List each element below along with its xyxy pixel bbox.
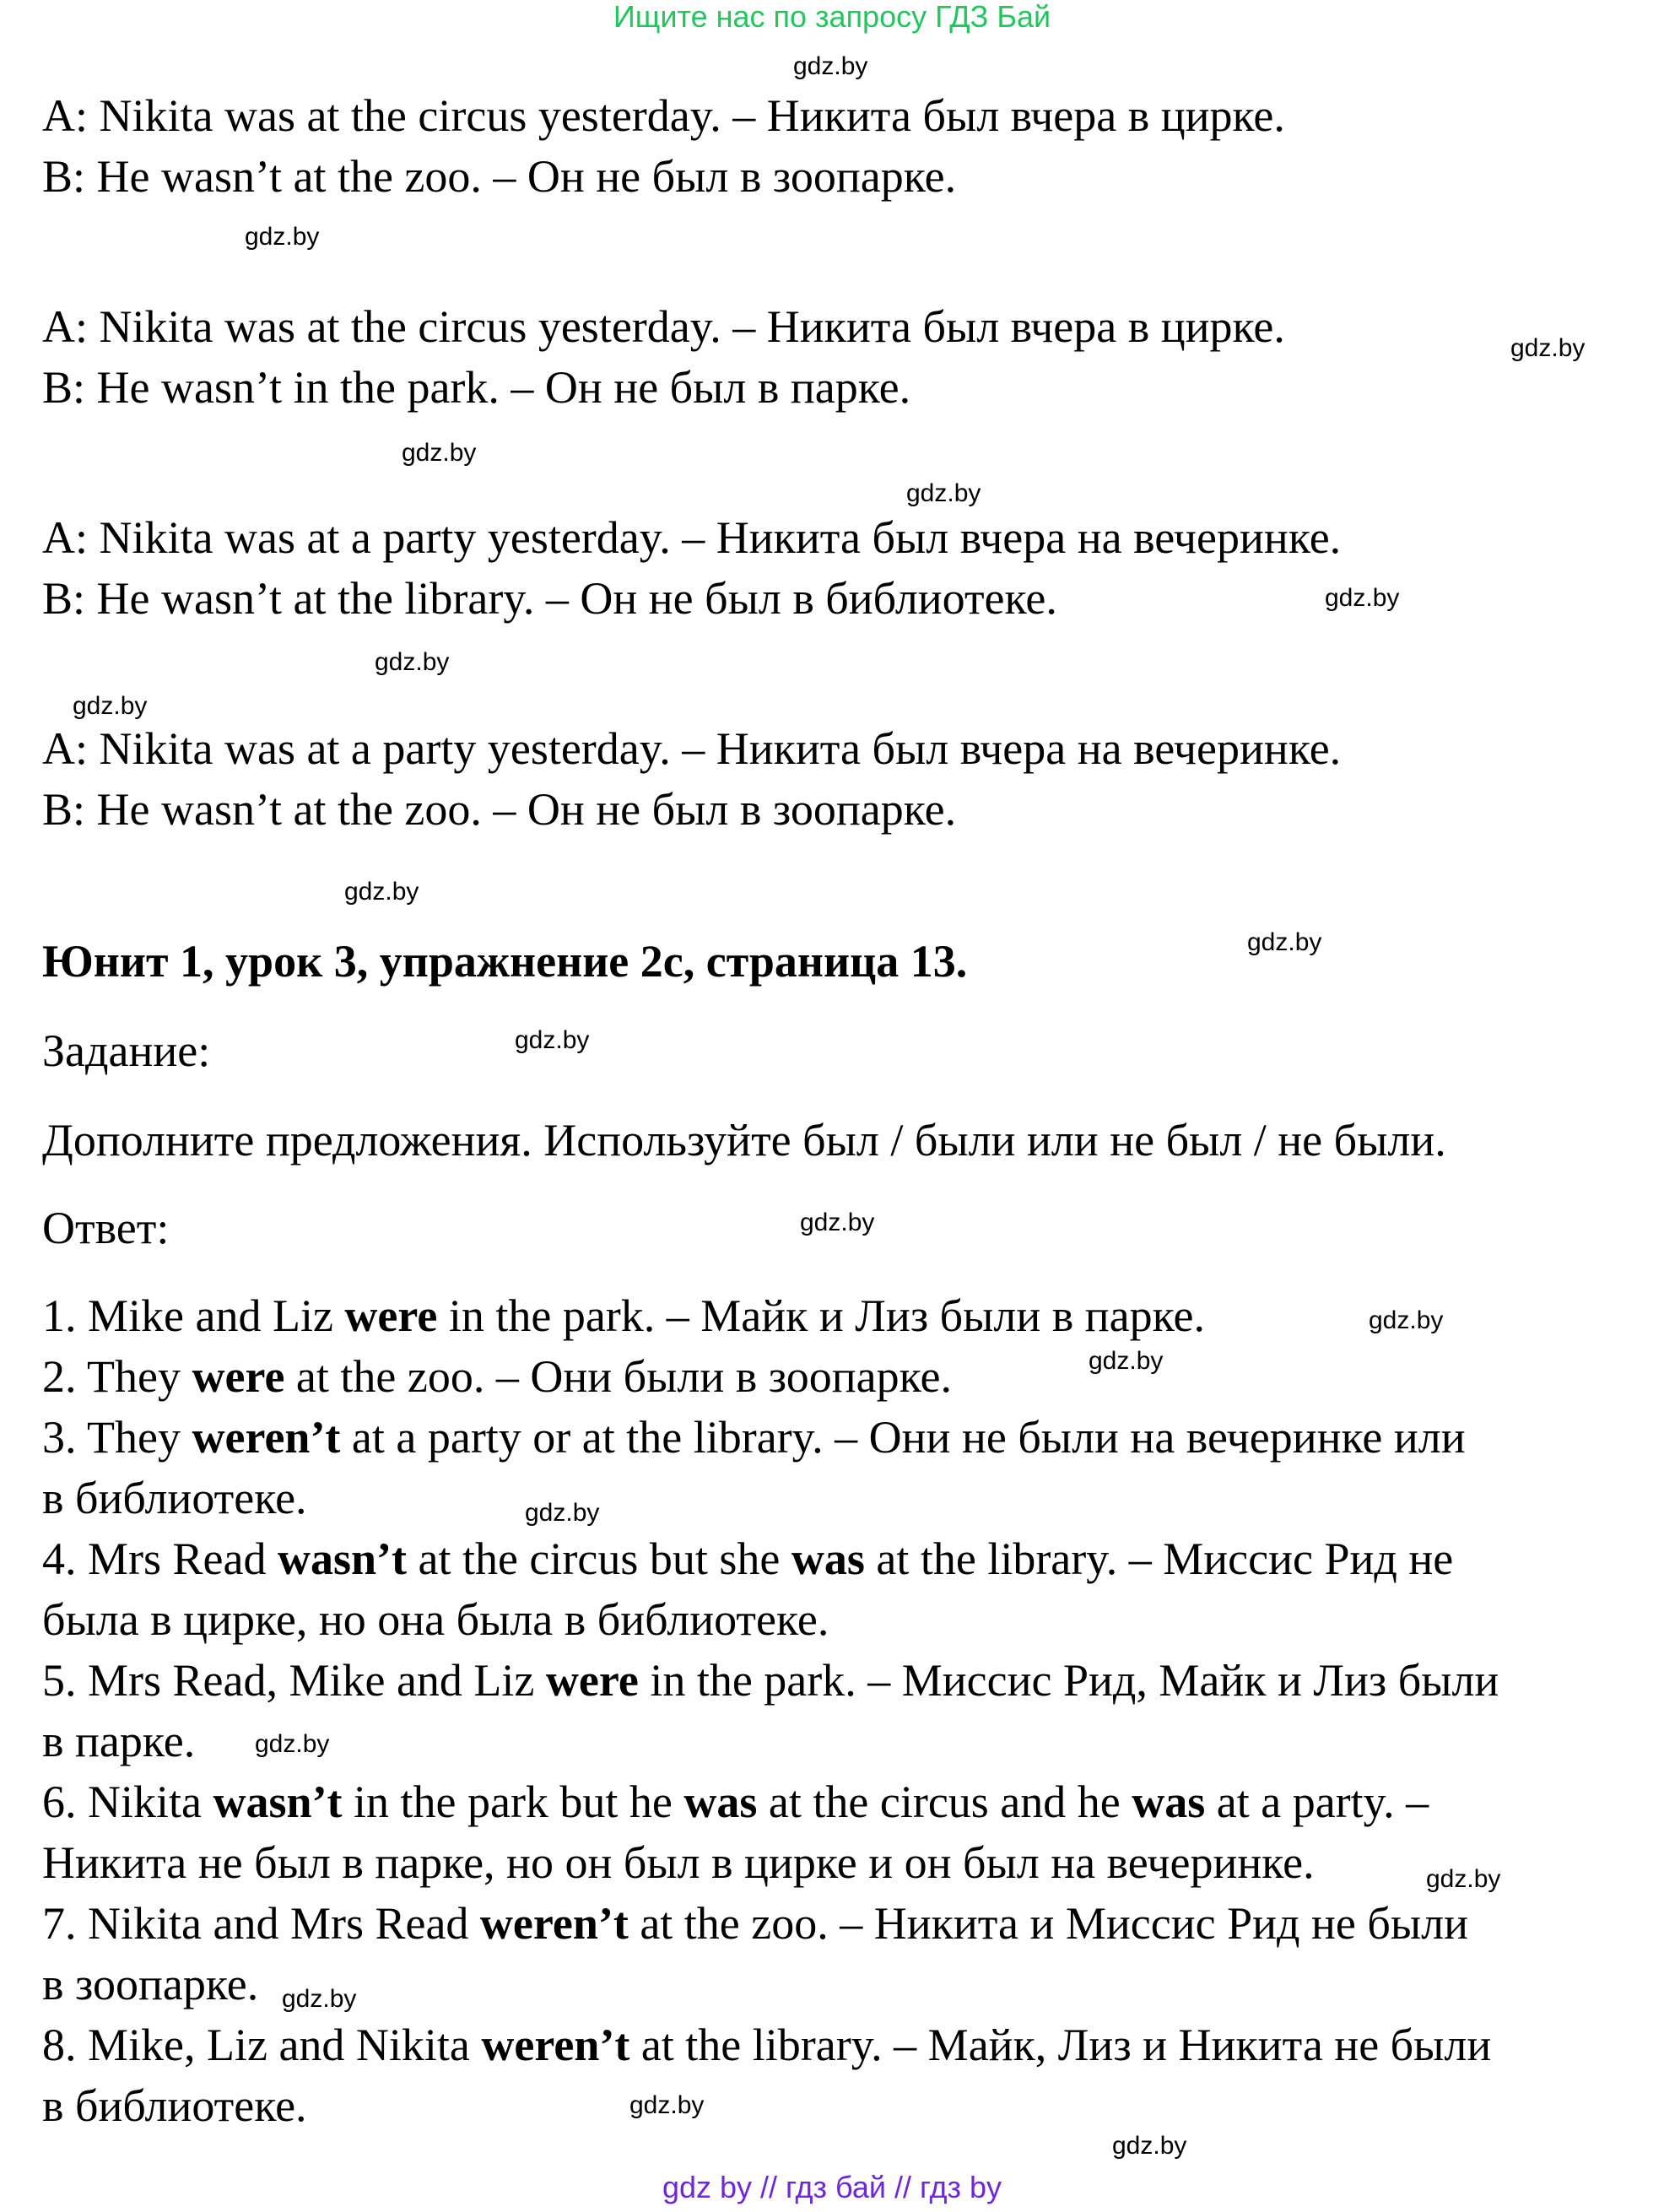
answer-7: 7. Nikita and Mrs Read weren’t at the zoo. – Никита и Миссис Рид не были — [42, 1898, 1468, 1949]
watermark: gdz.by — [344, 878, 419, 906]
watermark: gdz.by — [402, 439, 477, 467]
watermark: gdz.by — [282, 1985, 357, 2013]
dialog-3-line-b: B: He wasn’t at the library. – Он не был в библиотеке. — [42, 573, 1057, 624]
task-label: Задание: — [42, 1025, 211, 1076]
dialog-2-line-b: B: He wasn’t in the park. – Он не был в парке. — [42, 362, 911, 413]
watermark: gdz.by — [1369, 1306, 1444, 1334]
answer-label: Ответ: — [42, 1203, 170, 1253]
dialog-4-line-b: B: He wasn’t at the zoo. – Он не был в зоопарке. — [42, 784, 957, 835]
watermark: gdz.by — [1089, 1347, 1164, 1375]
answer-4: 4. Mrs Read wasn’t at the circus but she was at the library. – Миссис Рид не — [42, 1533, 1454, 1584]
answer-1: 1. Mike and Liz were in the park. – Майк и Лиз были в парке. — [42, 1290, 1205, 1341]
watermark: gdz.by — [245, 223, 320, 251]
watermark: gdz.by — [793, 52, 868, 80]
top-banner: Ищите нас по запросу ГДЗ Бай — [613, 0, 1051, 34]
watermark: gdz.by — [525, 1499, 600, 1527]
watermark: gdz.by — [1247, 928, 1322, 956]
watermark: gdz.by — [1426, 1865, 1501, 1893]
watermark: gdz.by — [1325, 584, 1400, 612]
dialog-4-line-a: A: Nikita was at a party yesterday. – Никита был вчера на вечеринке. — [42, 723, 1342, 774]
watermark: gdz.by — [1112, 2132, 1187, 2160]
answer-7-cont: в зоопарке. — [42, 1959, 259, 2009]
answer-2: 2. They were at the zoo. – Они были в зоопарке. — [42, 1351, 952, 1402]
watermark: gdz.by — [906, 479, 981, 507]
answer-5-cont: в парке. — [42, 1716, 196, 1766]
answer-6-cont: Никита не был в парке, но он был в цирке и он был на вечеринке. — [42, 1837, 1315, 1888]
footer-watermark: gdz by // гдз бай // гдз by — [662, 2170, 1002, 2204]
answer-8-cont: в библиотеке. — [42, 2080, 307, 2131]
watermark: gdz.by — [515, 1026, 590, 1054]
watermark: gdz.by — [1510, 334, 1586, 362]
dialog-2-line-a: A: Nikita was at the circus yesterday. – Никита был вчера в цирке. — [42, 301, 1285, 352]
task-text: Дополните предложения. Используйте был / были или не был / не были. — [42, 1115, 1446, 1165]
answer-6: 6. Nikita wasn’t in the park but he was at the circus and he was at a party. – — [42, 1777, 1429, 1827]
dialog-1-line-b: B: He wasn’t at the zoo. – Он не был в зоопарке. — [42, 151, 957, 202]
dialog-1-line-a: A: Nikita was at the circus yesterday. – Никита был вчера в цирке. — [42, 90, 1285, 141]
watermark: gdz.by — [73, 692, 148, 720]
answer-3: 3. They weren’t at a party or at the library. – Они не были на вечеринке или — [42, 1412, 1466, 1463]
watermark: gdz.by — [255, 1730, 330, 1758]
answer-4-cont: была в цирке, но она была в библиотеке. — [42, 1594, 829, 1645]
section-heading: Юнит 1, урок 3, упражнение 2с, страница 13. — [42, 936, 968, 987]
watermark: gdz.by — [629, 2091, 705, 2119]
watermark: gdz.by — [800, 1209, 875, 1236]
watermark: gdz.by — [375, 648, 450, 676]
answer-5: 5. Mrs Read, Mike and Liz were in the park. – Миссис Рид, Майк и Лиз были — [42, 1655, 1499, 1706]
answer-3-cont: в библиотеке. — [42, 1473, 307, 1523]
dialog-3-line-a: A: Nikita was at a party yesterday. – Никита был вчера на вечеринке. — [42, 512, 1342, 563]
answer-8: 8. Mike, Liz and Nikita weren’t at the library. – Майк, Лиз и Никита не были — [42, 2020, 1492, 2070]
